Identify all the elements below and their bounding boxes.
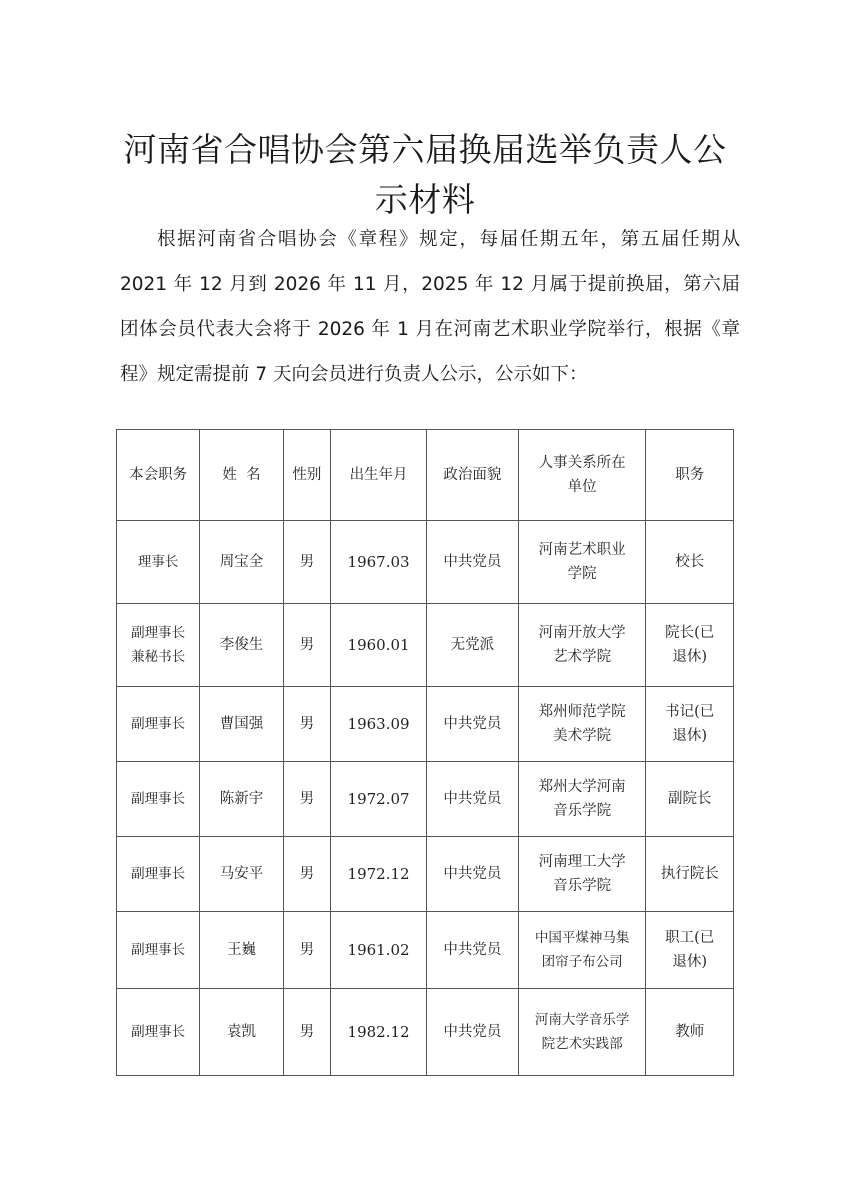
cell-name: 陈新宇	[200, 762, 283, 837]
cell-gender: 男	[283, 604, 330, 687]
cell-name: 马安平	[200, 837, 283, 912]
cell-political: 中共党员	[427, 989, 519, 1076]
header-cell-name: 姓 名	[200, 430, 283, 521]
cell-birth: 1967.03	[331, 521, 427, 604]
cell-gender: 男	[283, 912, 330, 989]
cell-political: 中共党员	[427, 521, 519, 604]
cell-birth: 1963.09	[331, 687, 427, 762]
header-cell-political: 政治面貌	[427, 430, 519, 521]
cell-position: 副理事长	[117, 837, 200, 912]
officer-roster-table	[116, 429, 734, 1076]
cell-name: 李俊生	[200, 604, 283, 687]
cell-unit: 河南理工大学音乐学院	[518, 837, 646, 912]
cell-position: 副理事长	[117, 762, 200, 837]
header-cell-gender: 性别	[283, 430, 330, 521]
intro-paragraph: 根据河南省合唱协会《章程》规定，每届任期五年，第五届任期从 2021 年 12 月到 2026 年 11 月，2025 年 12 月属于提前换届，第六届团体会员代表大会将于 2026 年 1 月在河南艺术职业学院举行，根据《章程》规定需提前 7 天向会员进行负责人公示，公示如下：	[120, 228, 740, 385]
cell-job: 书记(已退休)	[646, 687, 734, 762]
cell-job: 执行院长	[646, 837, 734, 912]
cell-position: 副理事长兼秘书长	[117, 604, 200, 687]
cell-job: 职工(已退休)	[646, 912, 734, 989]
table-row	[117, 912, 734, 989]
cell-position: 副理事长	[117, 912, 200, 989]
cell-gender: 男	[283, 521, 330, 604]
table-row	[117, 837, 734, 912]
table-row	[117, 687, 734, 762]
cell-unit: 郑州大学河南音乐学院	[518, 762, 646, 837]
cell-position: 理事长	[117, 521, 200, 604]
cell-birth: 1972.07	[331, 762, 427, 837]
cell-birth: 1982.12	[331, 989, 427, 1076]
table-row	[117, 762, 734, 837]
table-row	[117, 521, 734, 604]
cell-name: 王巍	[200, 912, 283, 989]
cell-unit: 中国平煤神马集团帘子布公司	[518, 912, 646, 989]
cell-political: 中共党员	[427, 837, 519, 912]
cell-job: 教师	[646, 989, 734, 1076]
cell-unit: 郑州师范学院美术学院	[518, 687, 646, 762]
cell-name: 袁凯	[200, 989, 283, 1076]
header-cell-unit: 人事关系所在单位	[518, 430, 646, 521]
cell-name: 曹国强	[200, 687, 283, 762]
header-cell-birth: 出生年月	[331, 430, 427, 521]
cell-unit: 河南开放大学艺术学院	[518, 604, 646, 687]
cell-position: 副理事长	[117, 989, 200, 1076]
table-row	[117, 604, 734, 687]
cell-job: 校长	[646, 521, 734, 604]
cell-gender: 男	[283, 762, 330, 837]
header-cell-job: 职务	[646, 430, 734, 521]
cell-birth: 1960.01	[331, 604, 427, 687]
cell-gender: 男	[283, 989, 330, 1076]
cell-gender: 男	[283, 687, 330, 762]
cell-job: 院长(已退休)	[646, 604, 734, 687]
cell-gender: 男	[283, 837, 330, 912]
cell-unit: 河南大学音乐学院艺术实践部	[518, 989, 646, 1076]
cell-political: 无党派	[427, 604, 519, 687]
cell-position: 副理事长	[117, 687, 200, 762]
table-row	[117, 989, 734, 1076]
cell-job: 副院长	[646, 762, 734, 837]
cell-unit: 河南艺术职业学院	[518, 521, 646, 604]
cell-political: 中共党员	[427, 762, 519, 837]
cell-birth: 1961.02	[331, 912, 427, 989]
cell-political: 中共党员	[427, 687, 519, 762]
cell-name: 周宝全	[200, 521, 283, 604]
document-title: 河南省合唱协会第六届换届选举负责人公示材料	[123, 130, 727, 220]
cell-political: 中共党员	[427, 912, 519, 989]
cell-birth: 1972.12	[331, 837, 427, 912]
table-header-row	[117, 430, 734, 521]
header-cell-position: 本会职务	[117, 430, 200, 521]
